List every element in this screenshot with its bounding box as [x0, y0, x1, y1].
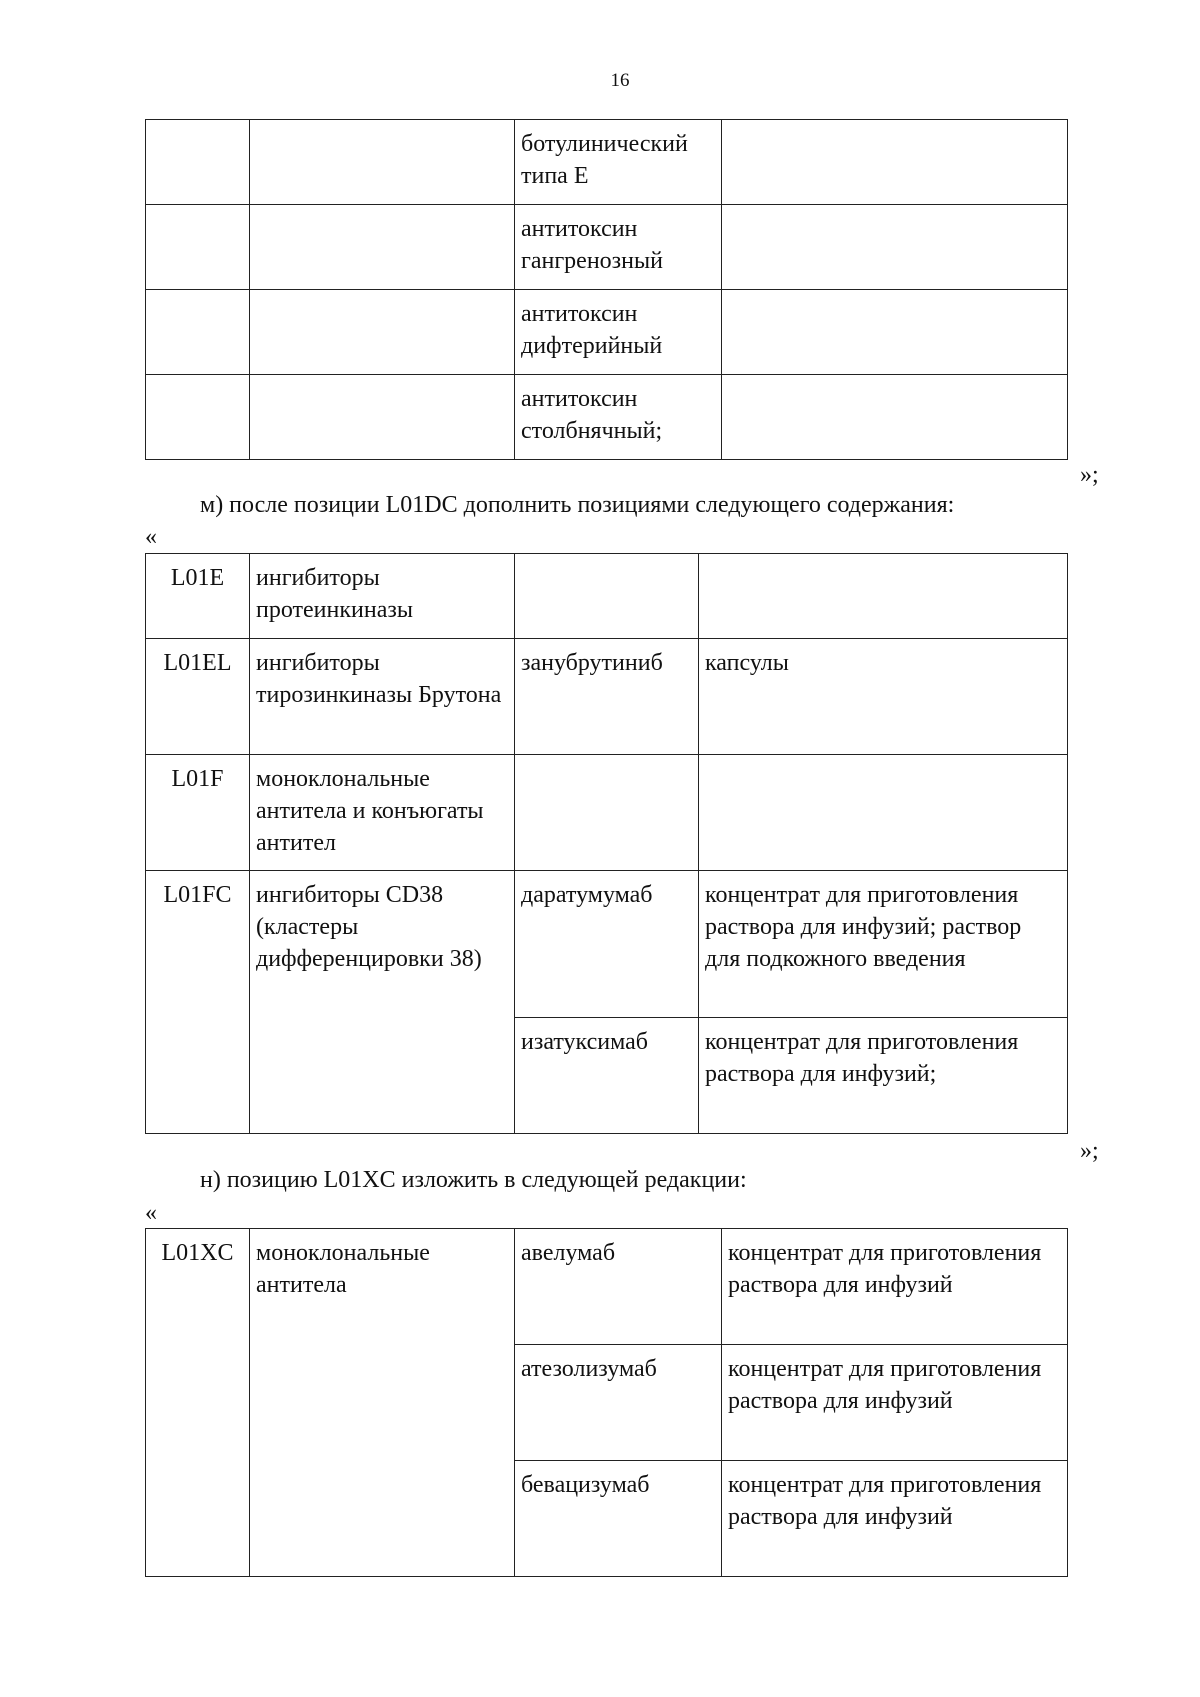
drug-cell: антитоксин дифтерийный — [515, 290, 722, 375]
drug-table-1 — [145, 119, 1068, 460]
drug-cell: авелумаб — [515, 1229, 722, 1345]
table-row — [146, 1229, 1068, 1345]
page-number: 16 — [610, 70, 630, 91]
group-cell: ингибиторы протеинкиназы — [250, 554, 515, 639]
form-cell: капсулы — [699, 639, 1068, 755]
form-cell: концентрат для приготовления раствора для инфузий; раствор для подкожного введения — [699, 871, 1068, 1018]
drug-cell: антитоксин гангренозный — [515, 205, 722, 290]
drug-cell: антитоксин столбнячный; — [515, 375, 722, 460]
table-row — [146, 554, 1068, 639]
opening-quote: « — [145, 1200, 157, 1226]
atc-code-cell: L01E — [146, 554, 250, 639]
group-cell: ингибиторы тирозинкиназы Брутона — [250, 639, 515, 755]
drug-cell: атезолизумаб — [515, 1345, 722, 1461]
atc-code-cell — [146, 375, 250, 460]
group-cell — [250, 205, 515, 290]
atc-code-cell: L01EL — [146, 639, 250, 755]
table-row — [146, 639, 1068, 755]
opening-quote: « — [145, 524, 157, 550]
atc-code-cell: L01XC — [146, 1229, 250, 1577]
form-cell — [722, 375, 1068, 460]
atc-code-cell — [146, 290, 250, 375]
table-row — [146, 290, 1068, 375]
group-cell: моноклональные антитела и конъюгаты антител — [250, 755, 515, 871]
table-row — [146, 205, 1068, 290]
form-cell — [722, 205, 1068, 290]
atc-code-cell — [146, 205, 250, 290]
form-cell — [699, 755, 1068, 871]
form-cell: концентрат для приготовления раствора для инфузий — [722, 1229, 1068, 1345]
form-cell — [722, 290, 1068, 375]
drug-table-2 — [145, 553, 1068, 1134]
atc-code-cell: L01FC — [146, 871, 250, 1134]
form-cell: концентрат для приготовления раствора для инфузий — [722, 1345, 1068, 1461]
form-cell: концентрат для приготовления раствора для инфузий — [722, 1461, 1068, 1577]
drug-cell — [515, 554, 699, 639]
drug-cell: занубрутиниб — [515, 639, 699, 755]
drug-table-3 — [145, 1228, 1068, 1577]
drug-cell: изатуксимаб — [515, 1018, 699, 1134]
paragraph-n: н) позицию L01XC изложить в следующей редакции: — [200, 1167, 747, 1193]
table-row — [146, 375, 1068, 460]
closing-quote: »; — [1080, 462, 1099, 488]
closing-quote: »; — [1080, 1138, 1099, 1164]
group-cell: моноклональные антитела — [250, 1229, 515, 1577]
drug-cell: даратумумаб — [515, 871, 699, 1018]
group-cell: ингибиторы CD38 (кластеры дифференцировки 38) — [250, 871, 515, 1134]
group-cell — [250, 290, 515, 375]
group-cell — [250, 375, 515, 460]
drug-cell: ботулинический типа Е — [515, 120, 722, 205]
atc-code-cell — [146, 120, 250, 205]
form-cell — [699, 554, 1068, 639]
form-cell: концентрат для приготовления раствора для инфузий; — [699, 1018, 1068, 1134]
paragraph-m: м) после позиции L01DC дополнить позициями следующего содержания: — [200, 492, 955, 518]
group-cell — [250, 120, 515, 205]
drug-cell — [515, 755, 699, 871]
table-row — [146, 120, 1068, 205]
drug-cell: бевацизумаб — [515, 1461, 722, 1577]
table-row — [146, 755, 1068, 871]
table-row — [146, 871, 1068, 1018]
atc-code-cell: L01F — [146, 755, 250, 871]
form-cell — [722, 120, 1068, 205]
